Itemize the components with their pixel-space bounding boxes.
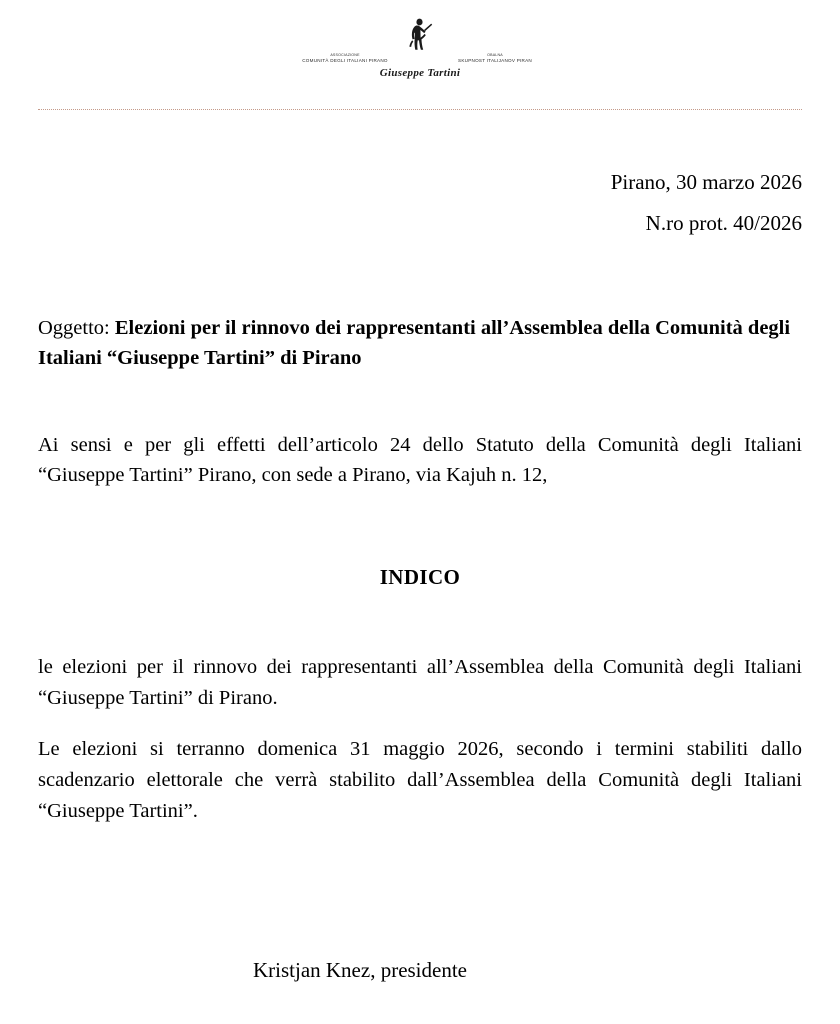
body-paragraph-3: Le elezioni si terranno domenica 31 maggio 2026, secondo i termini stabiliti dallo scadenzario elettorale che verrà stabilito dall’Assemblea della Comunità degli Italiani “Giuseppe Tartini”.: [38, 738, 802, 822]
signature-name: Kristjan Knez, presidente: [252, 958, 467, 983]
protocol-number: N.ro prot. 40/2026: [645, 211, 802, 236]
declaration-heading: INDICO: [379, 565, 461, 590]
header-divider: [38, 109, 802, 110]
logo-subtitle-left: [275, 53, 415, 64]
body-paragraph-1: Ai sensi e per gli effetti dell’articolo 24 dello Statuto della Comunità degli Italiani “Giuseppe Tartini” Pirano, con sede a Pirano, via Kajuh n. 12,: [38, 433, 802, 487]
logo-right-line-1: OBALNA: [487, 53, 503, 57]
logo-row: [270, 18, 570, 52]
logo-block: [270, 18, 570, 79]
body-paragraph-2: le elezioni per il rinnovo dei rappresentanti all’Assemblea della Comunità degli Italiani “Giuseppe Tartini” di Pirano.: [38, 656, 802, 709]
document-meta: [38, 162, 802, 244]
organization-name: Giuseppe Tartini: [379, 67, 461, 80]
logo-right-line-2: SKUPNOST ITALIJANOV PIRAN: [458, 57, 532, 63]
logo-left-line-1: ASSOCIAZIONE: [330, 53, 360, 57]
subject-label: Oggetto:: [38, 317, 110, 340]
logo-left-line-2: COMUNITÀ DEGLI ITALIANI PIRANO: [302, 57, 388, 63]
logo-subtitle-right: [425, 53, 565, 64]
tartini-violinist-icon: [407, 18, 433, 52]
place-and-date: Pirano, 30 marzo 2026: [610, 170, 802, 195]
logo-subtitle-row: [275, 53, 565, 64]
letterhead: [38, 0, 802, 118]
subject-value: Elezioni per il rinnovo dei rappresentanti all’Assemblea della Comunità degli Italiani “Giuseppe Tartini” di Pirano: [38, 317, 791, 369]
subject-line: [38, 314, 802, 373]
